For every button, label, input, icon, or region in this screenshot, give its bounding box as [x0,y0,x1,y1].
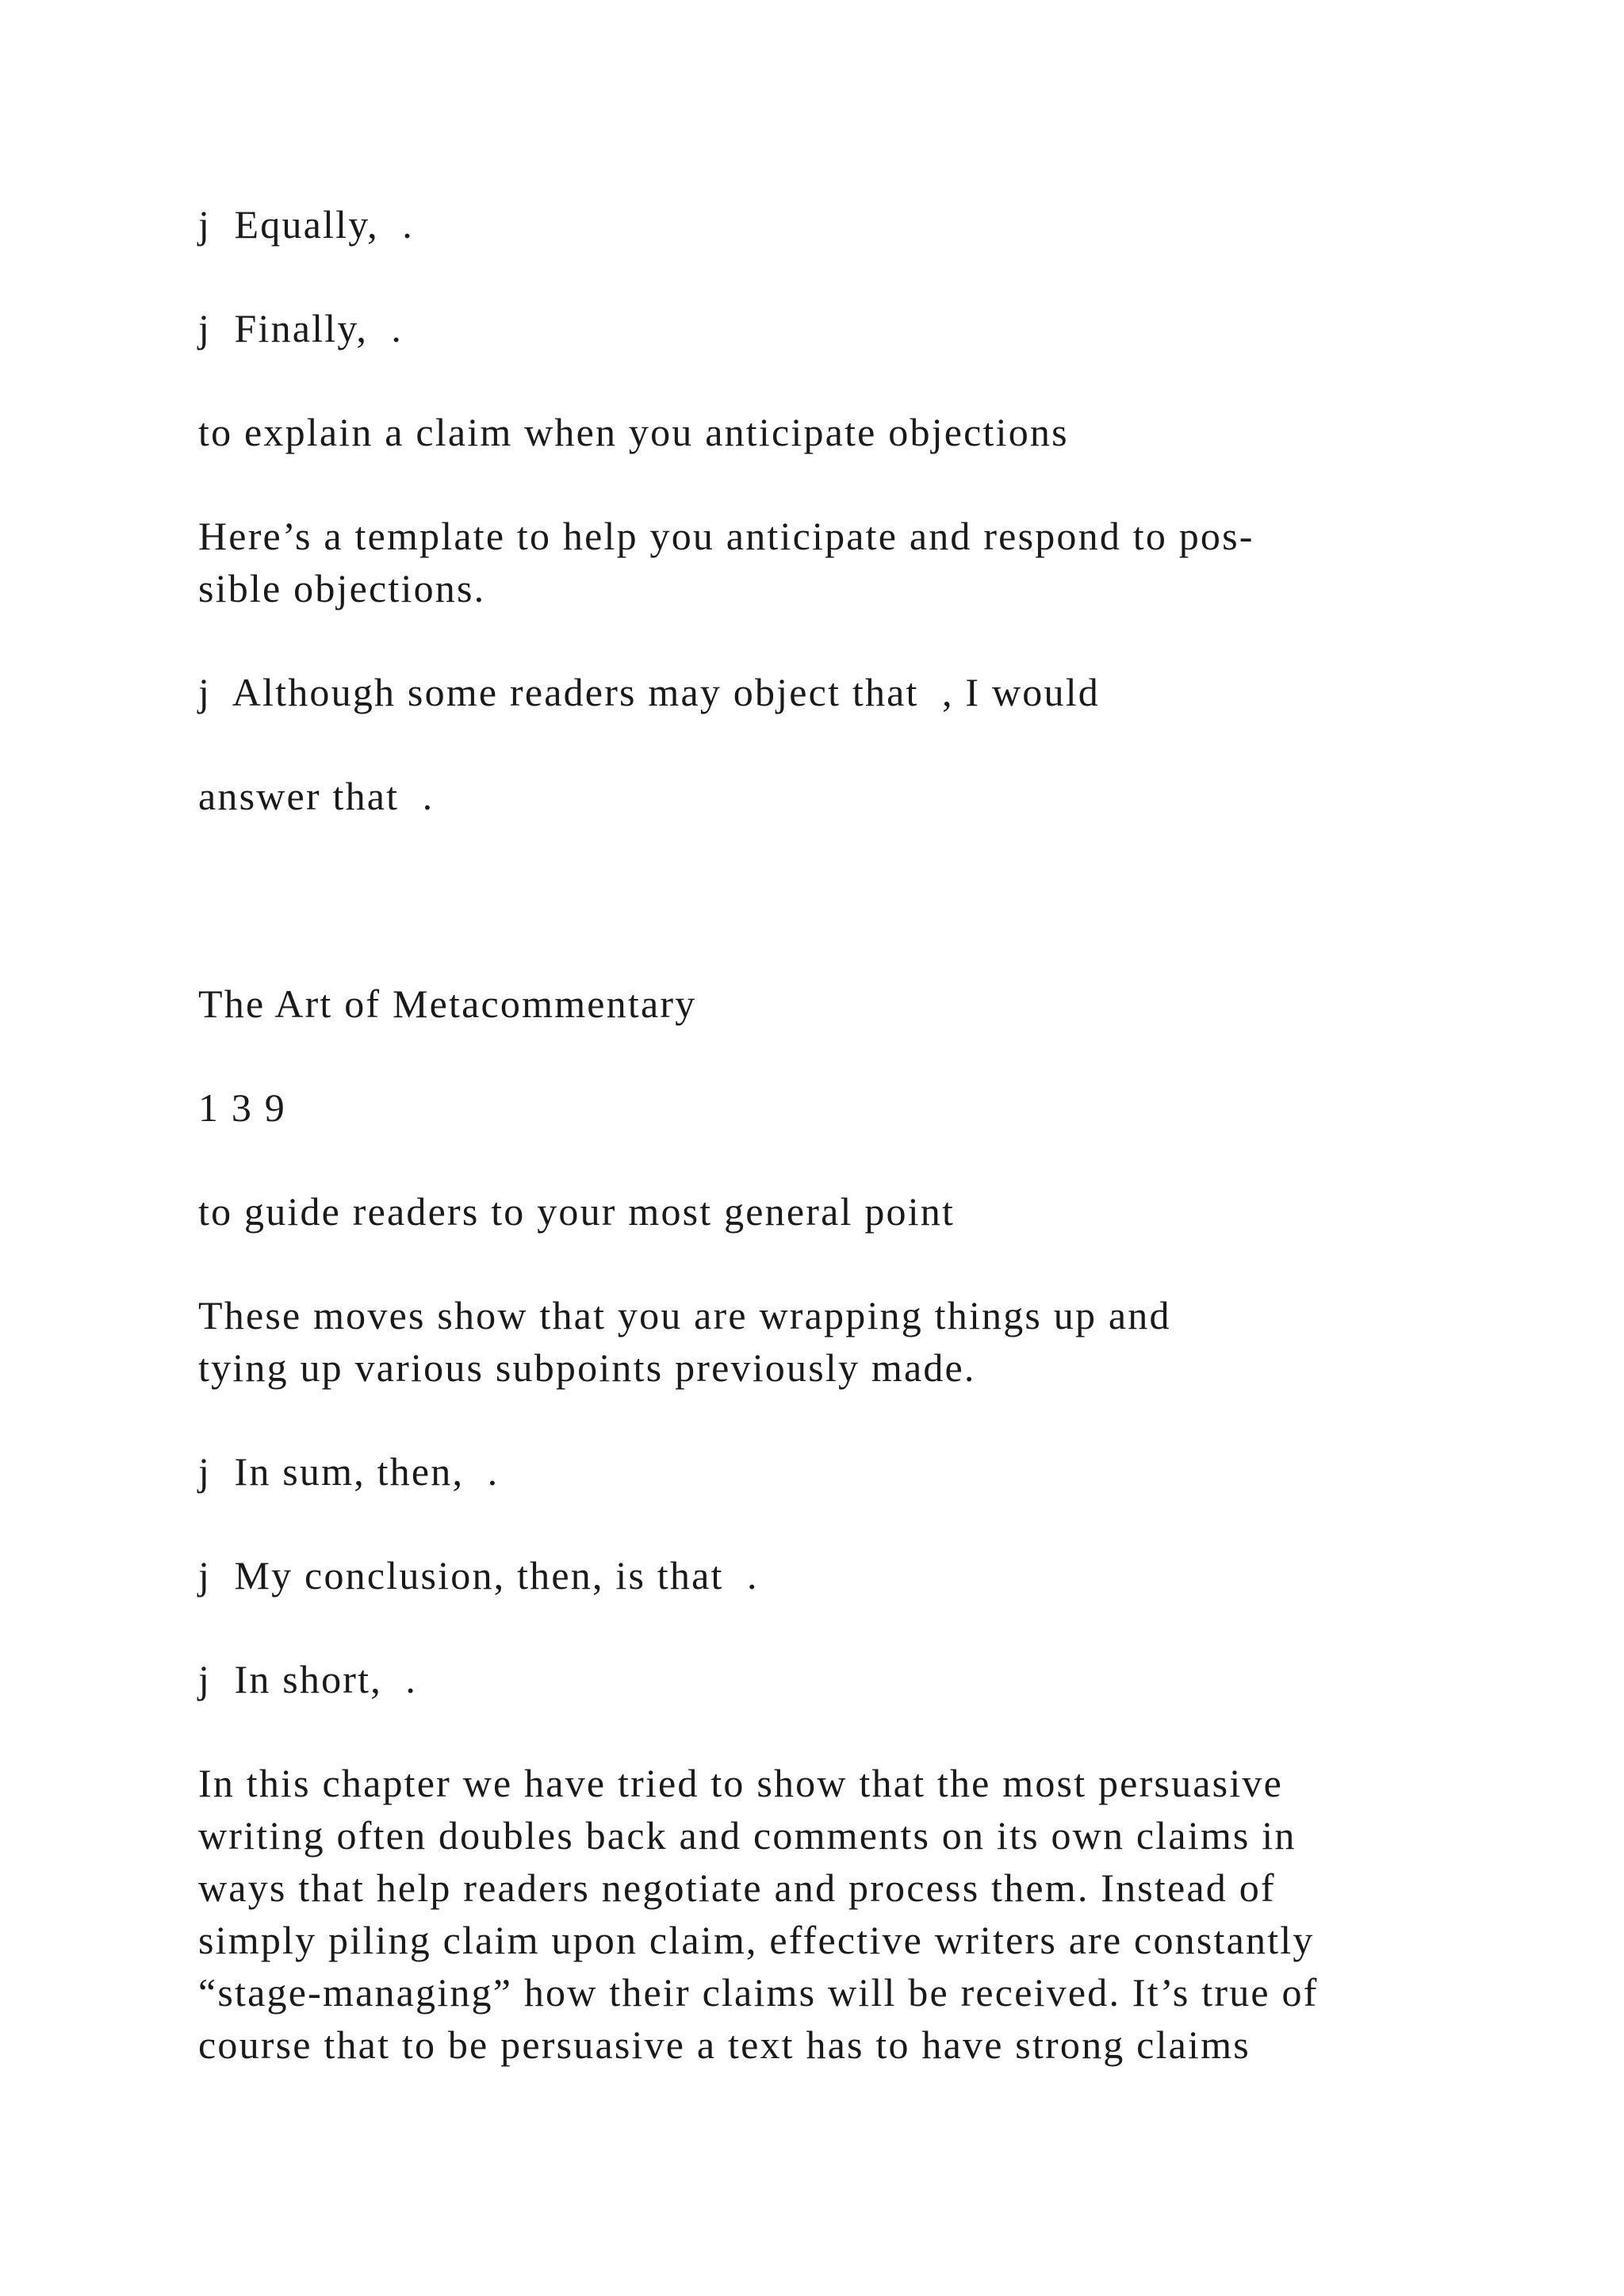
paragraph-line: “stage-managing” how their claims will be received. It’s true of [198,1970,1319,2015]
running-header-title: The Art of Metacommentary [198,982,697,1026]
template-in-short: j In short, . [198,1657,418,1701]
template-answer: answer that . [198,774,435,818]
template-although: j Although some readers may object that , I would [198,670,1100,714]
paragraph-line: writing often doubles back and comments on its own claims in [198,1813,1297,1858]
section-heading-anticipate-objections: to explain a claim when you anticipate objections [198,410,1069,454]
paragraph-line: These moves show that you are wrapping things up and [198,1293,1171,1337]
paragraph-line: Here’s a template to help you anticipate and respond to pos- [198,514,1254,558]
template-finally: j Finally, . [198,306,404,350]
paragraph-line: simply piling claim upon claim, effective writers are constantly [198,1918,1315,1962]
paragraph-line: tying up various subpoints previously made. [198,1345,976,1390]
template-equally: j Equally, . [198,202,414,247]
paragraph-line: sible objections. [198,566,486,610]
paragraph-line: course that to be persuasive a text has to have strong claims [198,2022,1251,2067]
paragraph-line: In this chapter we have tried to show that the most persuasive [198,1761,1284,1805]
template-in-sum: j In sum, then, . [198,1449,500,1494]
section-heading-general-point: to guide readers to your most general point [198,1189,956,1234]
paragraph-line: ways that help readers negotiate and process them. Instead of [198,1866,1276,1910]
template-conclusion: j My conclusion, then, is that . [198,1553,759,1598]
page-number: 1 3 9 [198,1085,286,1130]
